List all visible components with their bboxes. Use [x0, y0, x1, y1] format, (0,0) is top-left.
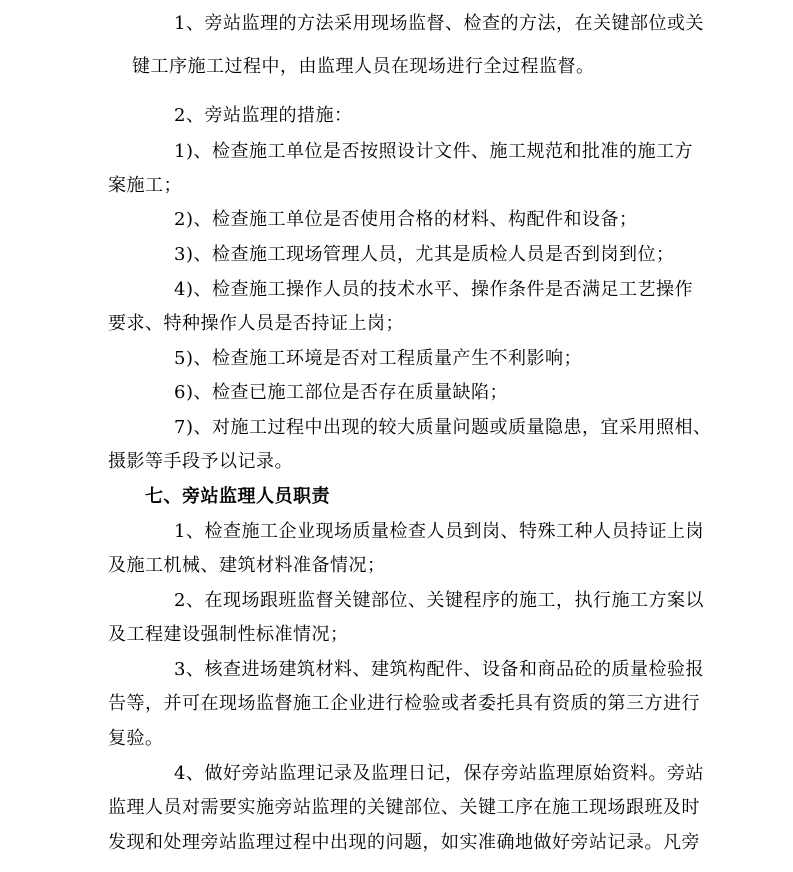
paragraph-line: 4、做好旁站监理记录及监理日记，保存旁站监理原始资料。旁站 — [174, 763, 704, 784]
paragraph-line: 1、旁站监理的方法采用现场监督、检查的方法，在关键部位或关 — [174, 13, 704, 34]
paragraph-line: 5)、检查施工环境是否对工程质量产生不利影响； — [174, 348, 582, 369]
paragraph-line: 2、在现场跟班监督关键部位、关键程序的施工，执行施工方案以 — [174, 590, 704, 611]
paragraph-line: 及工程建设强制性标准情况； — [108, 624, 349, 645]
paragraph-line: 发现和处理旁站监理过程中出现的问题，如实准确地做好旁站记录。凡旁 — [108, 832, 700, 853]
paragraph-line: 1)、检查施工单位是否按照设计文件、施工规范和批准的施工方 — [174, 141, 693, 162]
paragraph-line: 2)、检查施工单位是否使用合格的材料、构配件和设备； — [174, 209, 638, 230]
paragraph-line: 复验。 — [108, 728, 164, 749]
paragraph-line: 告等，并可在现场监督施工企业进行检验或者委托具有资质的第三方进行 — [108, 693, 700, 714]
paragraph-line: 3)、检查施工现场管理人员，尤其是质检人员是否到岗到位； — [174, 244, 675, 265]
paragraph-line: 键工序施工过程中，由监理人员在现场进行全过程监督。 — [132, 56, 595, 77]
section-heading: 七、旁站监理人员职责 — [145, 486, 330, 507]
paragraph-line: 监理人员对需要实施旁站监理的关键部位、关键工序在施工现场跟班及时 — [108, 797, 700, 818]
paragraph-line: 1、检查施工企业现场质量检查人员到岗、特殊工种人员持证上岗 — [174, 521, 704, 542]
paragraph-line: 摄影等手段予以记录。 — [108, 451, 293, 472]
paragraph-line: 2、旁站监理的措施： — [174, 105, 353, 126]
paragraph-line: 6)、检查已施工部位是否存在质量缺陷； — [174, 382, 508, 403]
paragraph-line: 案施工； — [108, 175, 182, 196]
paragraph-line: 要求、特种操作人员是否持证上岗； — [108, 313, 404, 334]
paragraph-line: 3、核查进场建筑材料、建筑构配件、设备和商品砼的质量检验报 — [174, 659, 704, 680]
paragraph-line: 7)、对施工过程中出现的较大质量问题或质量隐患，宜采用照相、 — [174, 417, 712, 438]
paragraph-line: 4)、检查施工操作人员的技术水平、操作条件是否满足工艺操作 — [174, 279, 693, 300]
paragraph-line: 及施工机械、建筑材料准备情况； — [108, 555, 386, 576]
